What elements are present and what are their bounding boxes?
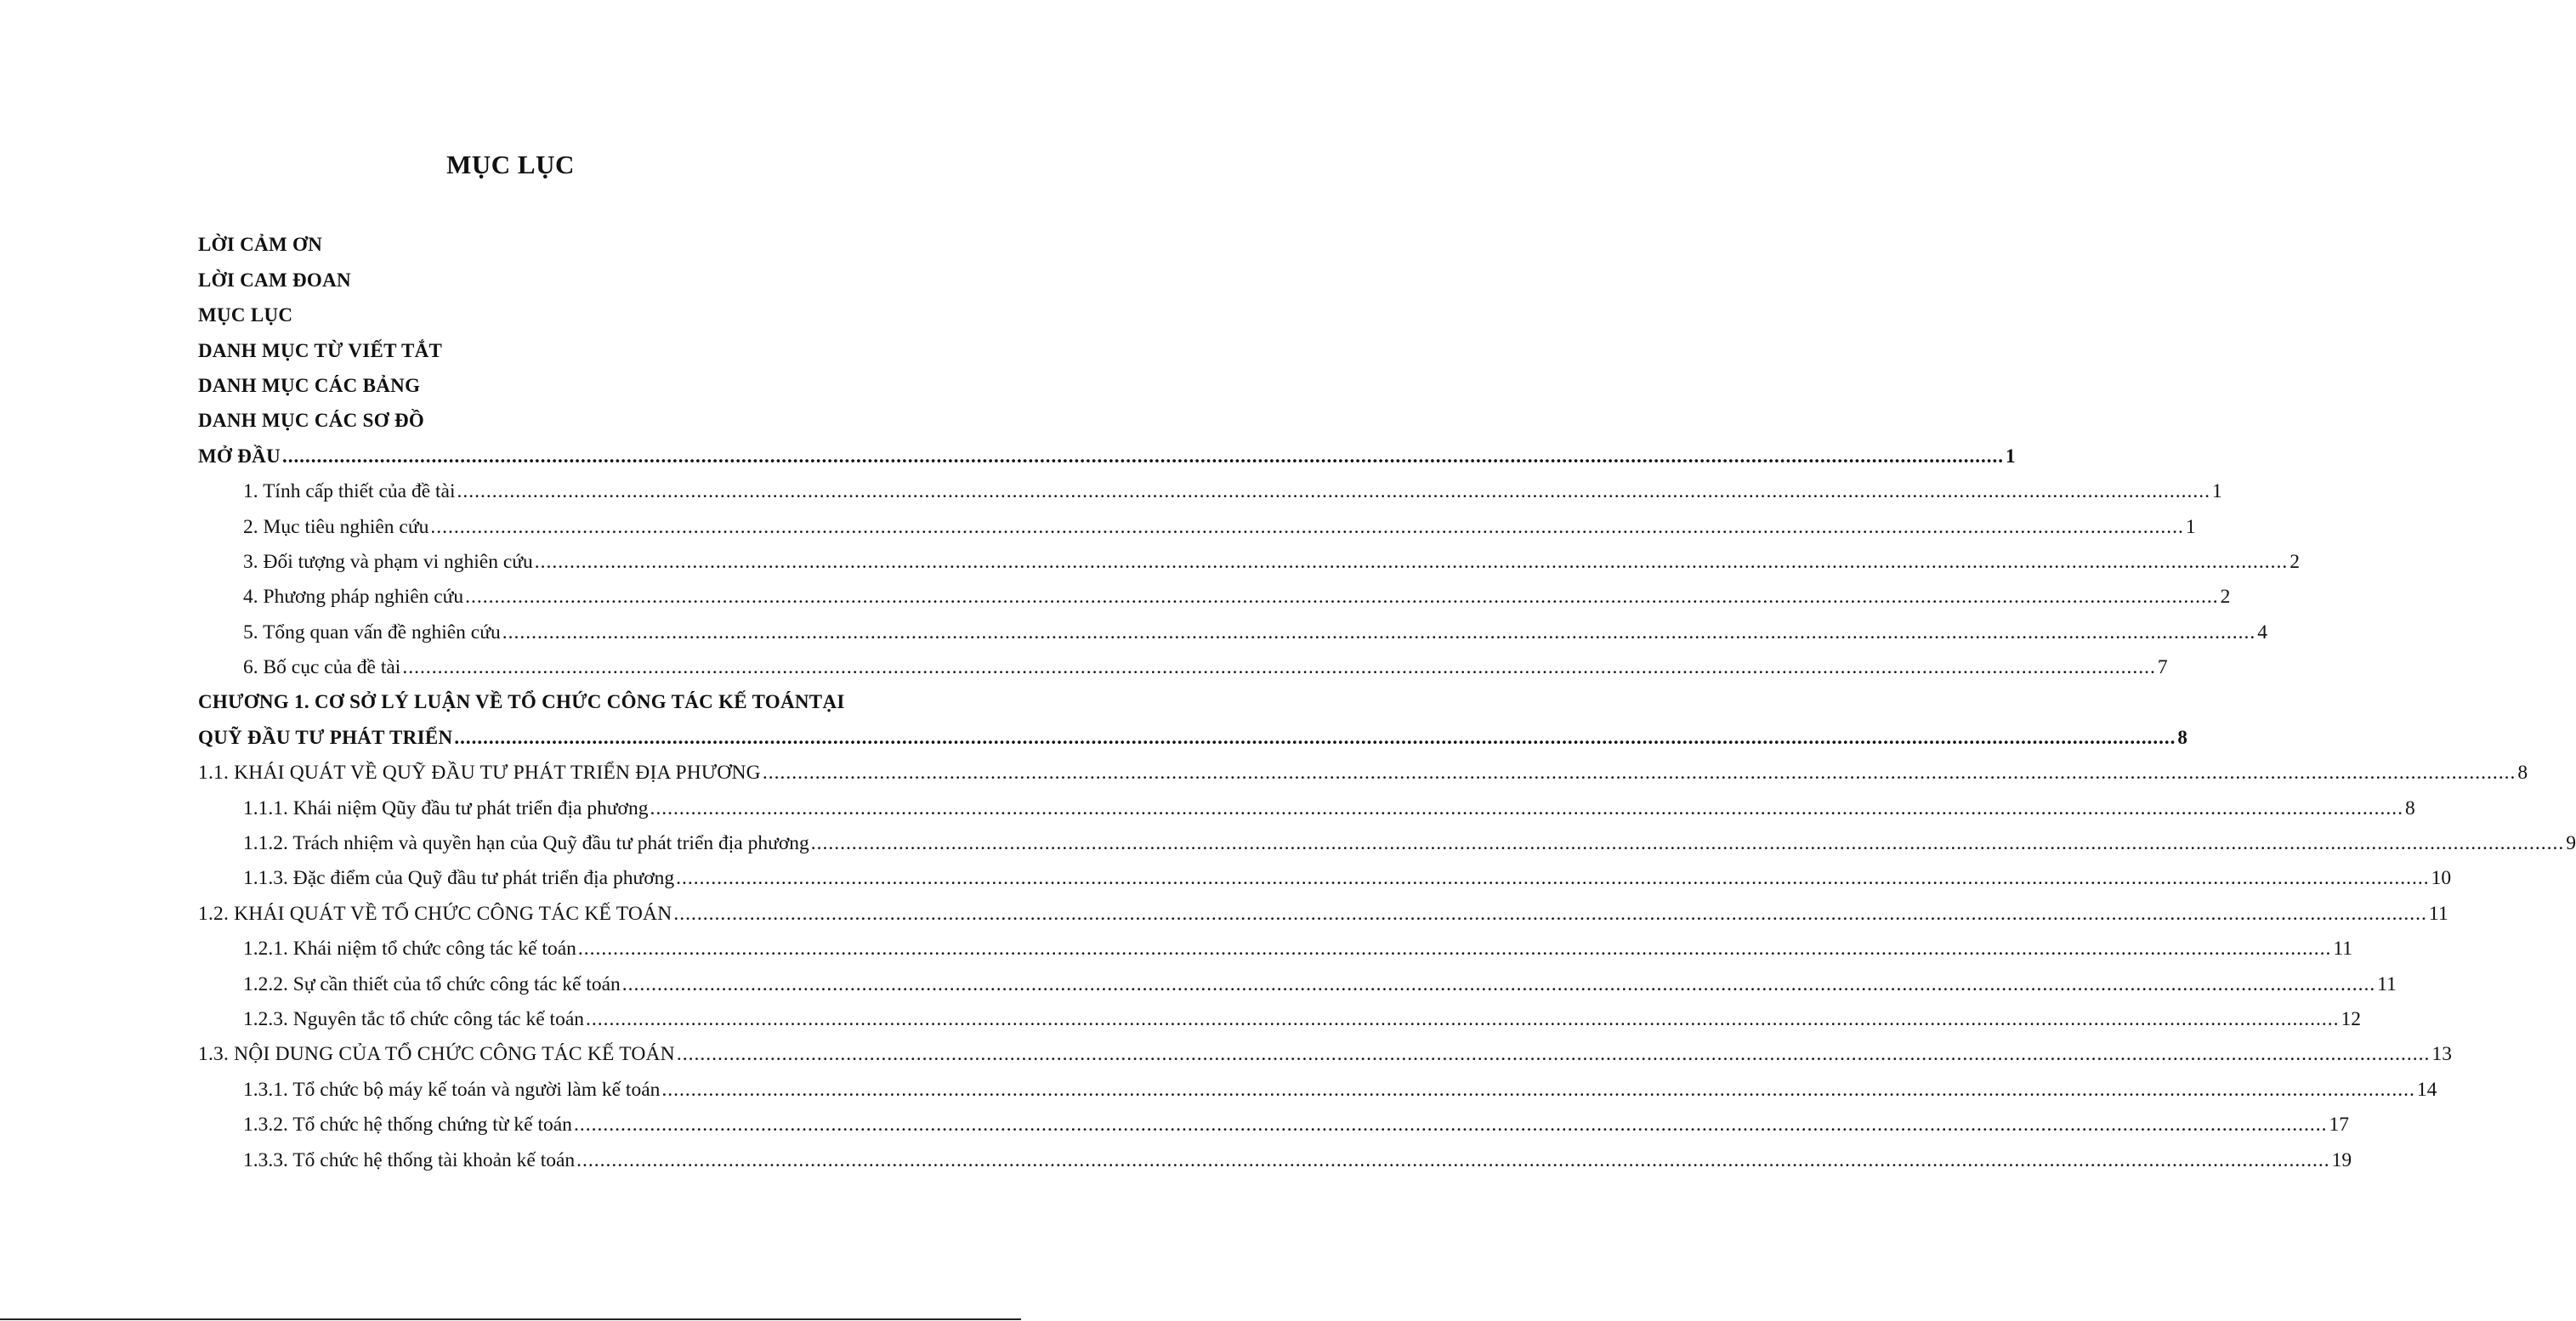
toc-dot-leader: ............................................................................................................................................................................................................................................................................................................ <box>281 445 2004 467</box>
toc-entry-title: DANH MỤC TỪ VIẾT TẮT <box>198 339 443 361</box>
page-title: MỤC LỤC <box>446 150 575 179</box>
toc-entry-title: 6. Bố cục của đề tài <box>243 656 401 679</box>
toc-page-number: 1 <box>2005 445 2016 467</box>
toc-entry-title: 1.3.1. Tổ chức bộ máy kế toán và người làm kế toán <box>243 1078 661 1101</box>
toc-page-number: 7 <box>2157 656 2168 679</box>
toc-entry[interactable] <box>198 473 2222 507</box>
toc-page-number: 11 <box>2377 972 2397 995</box>
toc-entry-title: 1.1. KHÁI QUÁT VỀ QUỸ ĐẦU TƯ PHÁT TRIỂN ĐỊA PHƯƠNG <box>198 762 761 785</box>
toc-entry[interactable] <box>198 649 2168 683</box>
toc-entry[interactable] <box>198 437 2016 472</box>
toc-entry-title: 1.1.3. Đặc điểm của Quỹ đầu tư phát triển địa phương <box>243 867 675 890</box>
toc-entry[interactable] <box>198 754 2528 789</box>
toc-dot-leader: ............................................................................................................................................................................................................................................................................................................ <box>673 902 2427 925</box>
toc-entry[interactable] <box>198 402 888 437</box>
toc-page-number: 17 <box>2329 1114 2349 1137</box>
toc-entry[interactable] <box>198 507 2196 542</box>
toc-entry[interactable] <box>198 825 2576 859</box>
toc-page-number: 1 <box>2185 515 2196 538</box>
toc-dot-leader: ............................................................................................................................................................................................................................................................................................................ <box>402 656 2156 679</box>
toc-entry-title: DANH MỤC CÁC BẢNG <box>198 374 421 396</box>
toc-entry-title: 3. Đối tượng và phạm vi nghiên cứu <box>243 550 533 573</box>
toc-entry-title: CHƯƠNG 1. CƠ SỞ LÝ LUẬN VỀ TỔ CHỨC CÔNG TÁC KẾ TOÁNTẠI <box>198 691 845 713</box>
toc-entry-title: 1.3.3. Tổ chức hệ thống tài khoản kế toán <box>243 1148 576 1171</box>
toc-dot-leader: ............................................................................................................................................................................................................................................................................................................ <box>454 726 2176 748</box>
toc-entry-title: 4. Phương pháp nghiên cứu <box>243 586 464 609</box>
toc-page-number: 2 <box>2289 550 2300 573</box>
toc-entry[interactable] <box>198 578 2231 613</box>
toc-entry[interactable] <box>198 930 2353 965</box>
toc-entry[interactable] <box>198 261 888 296</box>
toc-page-number: 8 <box>2177 726 2188 748</box>
toc-page-number: 14 <box>2416 1078 2437 1101</box>
toc-dot-leader: ............................................................................................................................................................................................................................................................................................................ <box>621 972 2376 995</box>
table-of-contents <box>198 226 2576 1176</box>
toc-page-number: 2 <box>2220 586 2231 609</box>
toc-dot-leader: ............................................................................................................................................................................................................................................................................................................ <box>465 586 2219 609</box>
toc-entry[interactable] <box>198 718 2188 753</box>
toc-entry[interactable] <box>198 1001 2362 1035</box>
toc-entry-title: 1.2.2. Sự cần thiết của tổ chức công tác kế toán <box>243 972 621 995</box>
toc-entry-title: 1. Tính cấp thiết của đề tài <box>243 480 456 503</box>
toc-entry-title: 5. Tổng quan vấn đề nghiên cứu <box>243 621 501 643</box>
toc-entry-title: MỞ ĐẦU <box>198 445 281 467</box>
toc-page-number: 10 <box>2431 867 2452 890</box>
toc-entry-title: 1.2. KHÁI QUÁT VỀ TỔ CHỨC CÔNG TÁC KẾ TOÁN <box>198 902 672 925</box>
toc-entry[interactable] <box>198 965 2397 1000</box>
toc-entry-title: 1.3. NỘI DUNG CỦA TỔ CHỨC CÔNG TÁC KẾ TOÁN <box>198 1043 675 1066</box>
toc-page-number: 8 <box>2517 762 2528 785</box>
toc-page-number: 19 <box>2331 1148 2352 1171</box>
toc-entry[interactable] <box>198 859 2452 894</box>
toc-dot-leader: ............................................................................................................................................................................................................................................................................................................ <box>810 832 2565 855</box>
toc-entry-title: 1.2.1. Khái niệm tổ chức công tác kế toán <box>243 938 576 961</box>
toc-page-number: 4 <box>2257 621 2267 643</box>
toc-dot-leader: ............................................................................................................................................................................................................................................................................................................ <box>457 480 2210 503</box>
toc-dot-leader: ............................................................................................................................................................................................................................................................................................................ <box>762 762 2516 785</box>
toc-dot-leader: ............................................................................................................................................................................................................................................................................................................ <box>586 1007 2340 1030</box>
toc-page-number: 12 <box>2341 1007 2362 1030</box>
toc-entry-title: MỤC LỤC <box>198 304 293 326</box>
toc-entry[interactable] <box>198 367 888 402</box>
toc-dot-leader: ............................................................................................................................................................................................................................................................................................................ <box>661 1078 2415 1101</box>
toc-entry-title: 1.1.2. Trách nhiệm và quyền hạn của Quỹ đầu tư phát triển địa phương <box>243 832 809 855</box>
toc-dot-leader: ............................................................................................................................................................................................................................................................................................................ <box>576 1148 2330 1171</box>
toc-dot-leader: ............................................................................................................................................................................................................................................................................................................ <box>573 1114 2328 1137</box>
toc-entry-title: DANH MỤC CÁC SƠ ĐỒ <box>198 410 425 432</box>
toc-entry-title: 2. Mục tiêu nghiên cứu <box>243 515 429 538</box>
toc-dot-leader: ............................................................................................................................................................................................................................................................................................................ <box>650 797 2403 819</box>
toc-dot-leader: ............................................................................................................................................................................................................................................................................................................ <box>676 1043 2431 1066</box>
toc-entry[interactable] <box>198 683 888 718</box>
toc-entry-title: LỜI CẢM ƠN <box>198 234 323 256</box>
toc-entry[interactable] <box>198 894 2448 929</box>
toc-dot-leader: ............................................................................................................................................................................................................................................................................................................ <box>534 550 2289 573</box>
toc-entry[interactable] <box>198 226 888 261</box>
toc-page-number: 11 <box>2333 938 2353 961</box>
toc-dot-leader: ............................................................................................................................................................................................................................................................................................................ <box>577 938 2332 961</box>
toc-entry[interactable] <box>198 332 888 366</box>
toc-entry[interactable] <box>198 789 2415 824</box>
toc-entry[interactable] <box>198 1141 2352 1176</box>
toc-entry[interactable] <box>198 1035 2453 1070</box>
page-bottom-border <box>0 1318 1021 1320</box>
toc-dot-leader: ............................................................................................................................................................................................................................................................................................................ <box>676 867 2430 890</box>
toc-entry[interactable] <box>198 1106 2349 1141</box>
toc-page-number: 8 <box>2404 797 2415 819</box>
toc-dot-leader: ............................................................................................................................................................................................................................................................................................................ <box>502 621 2256 643</box>
toc-entry-title: 1.2.3. Nguyên tắc tổ chức công tác kế toán <box>243 1007 585 1030</box>
toc-page-number: 11 <box>2428 902 2448 925</box>
toc-entry-title: 1.1.1. Khái niệm Qũy đầu tư phát triển địa phương <box>243 797 649 819</box>
toc-entry-title: QUỸ ĐẦU TƯ PHÁT TRIỂN <box>198 726 453 748</box>
toc-dot-leader: ............................................................................................................................................................................................................................................................................................................ <box>430 515 2184 538</box>
toc-entry[interactable] <box>198 1070 2437 1105</box>
toc-entry[interactable] <box>198 543 2300 578</box>
toc-entry-title: LỜI CAM ĐOAN <box>198 269 351 291</box>
toc-page-number: 1 <box>2212 480 2222 503</box>
toc-entry[interactable] <box>198 297 888 332</box>
toc-entry-title: 1.3.2. Tổ chức hệ thống chứng từ kế toán <box>243 1114 572 1137</box>
toc-page-number: 13 <box>2431 1043 2453 1066</box>
toc-entry[interactable] <box>198 613 2267 648</box>
toc-page-number: 9 <box>2566 832 2576 855</box>
